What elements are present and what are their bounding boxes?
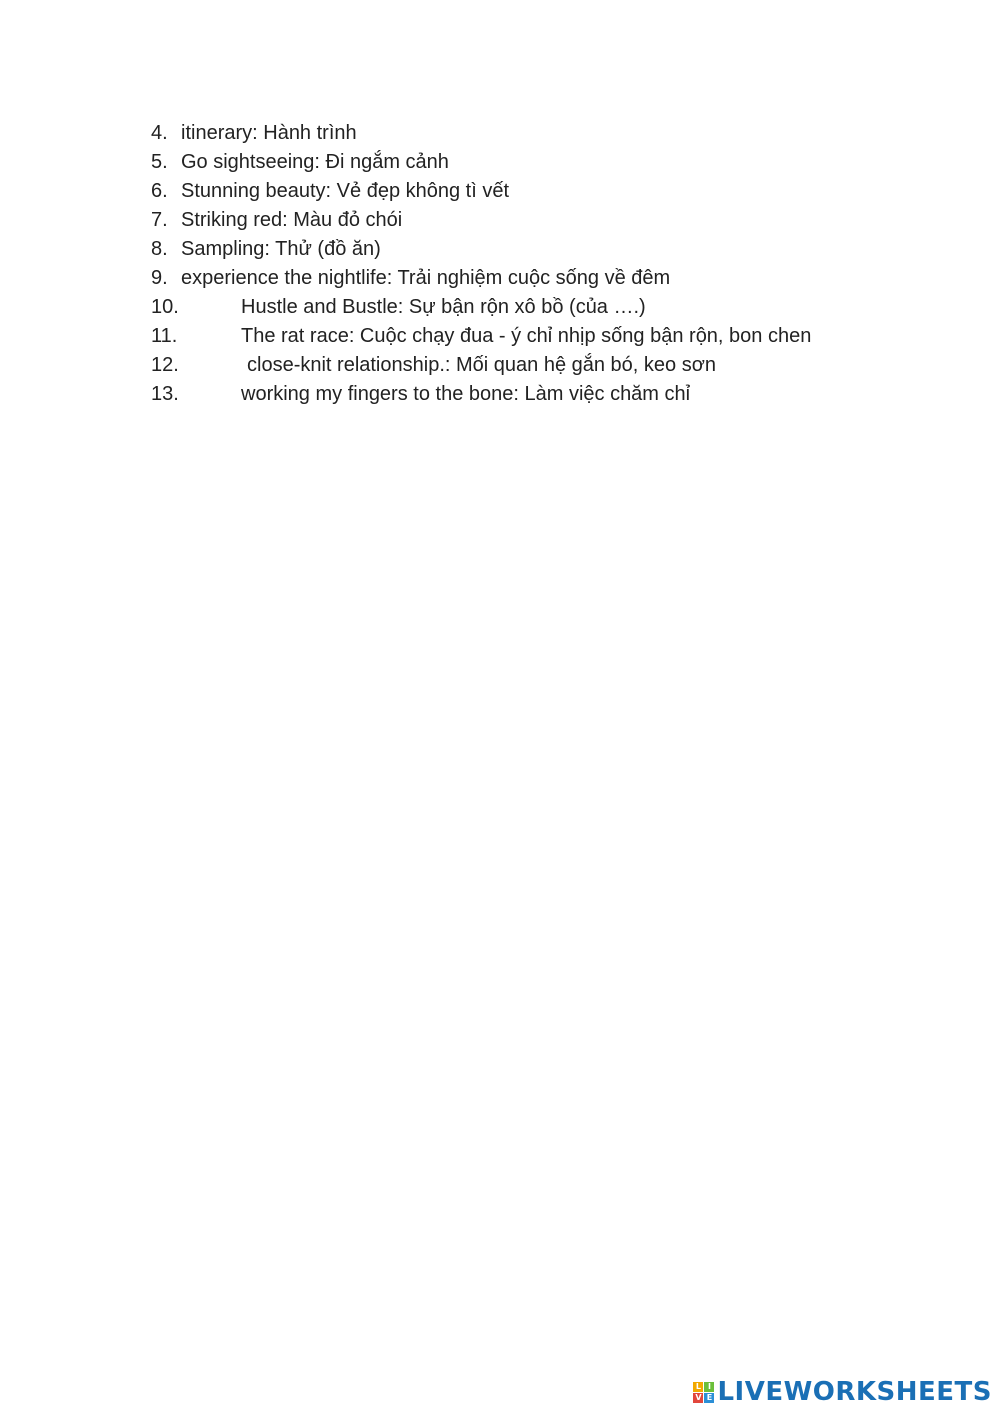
list-item [151,264,951,293]
item-text: Hustle and Bustle: Sự bận rộn xô bồ (của ….) [241,296,646,318]
item-text: Stunning beauty: Vẻ đẹp không tì vết [181,180,510,202]
item-text: Sampling: Thử (đồ ăn) [181,238,381,260]
liveworksheets-logo [693,1377,992,1407]
item-number: 6. [151,180,168,202]
list-item [151,177,951,206]
item-text: close-knit relationship.: Mối quan hệ gắn bó, keo sơn [247,354,716,376]
vocabulary-list [151,119,951,409]
logo-mark-cell: E [704,1393,714,1403]
item-text: Striking red: Màu đỏ chói [181,209,403,231]
logo-text: LIVEWORKSHEETS [717,1377,992,1407]
item-number: 7. [151,209,168,231]
list-item [151,148,951,177]
item-number: 11. [151,325,178,347]
logo-mark-cell: I [704,1382,714,1392]
item-text: itinerary: Hành trình [181,122,357,144]
list-item [151,351,951,380]
item-number: 10. [151,296,179,318]
list-item [151,380,951,409]
item-text: working my fingers to the bone: Làm việc chăm chỉ [241,383,691,405]
logo-mark-cell: L [693,1382,703,1392]
item-number: 13. [151,383,179,405]
item-number: 4. [151,122,168,144]
list-item [151,235,951,264]
list-item [151,322,951,351]
item-text: Go sightseeing: Đi ngắm cảnh [181,151,449,173]
item-number: 5. [151,151,168,173]
list-item [151,206,951,235]
logo-mark-cell: V [695,1392,702,1402]
item-text: experience the nightlife: Trải nghiệm cuộc sống về đêm [181,267,671,289]
item-number: 12. [151,354,179,376]
logo-mark-icon [693,1382,714,1403]
list-item [151,119,951,148]
item-text: The rat race: Cuộc chạy đua - ý chỉ nhịp sống bận rộn, bon chen [241,325,812,347]
list-item [151,293,951,322]
item-number: 9. [151,267,168,289]
item-number: 8. [151,238,168,260]
